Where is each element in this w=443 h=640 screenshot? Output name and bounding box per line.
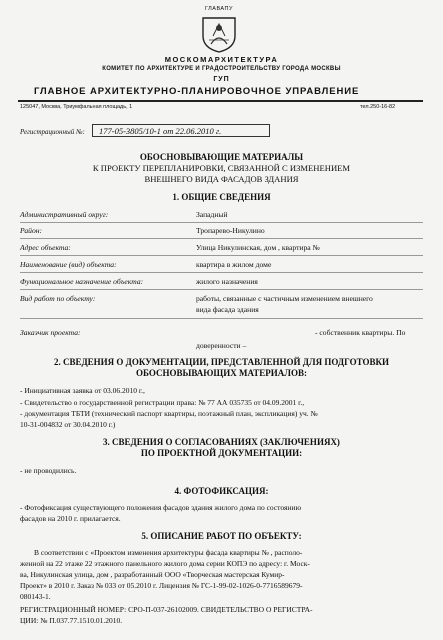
customer-value-cont: доверенности –	[196, 341, 247, 350]
coat-of-arms-emblem-icon	[199, 14, 239, 54]
section3-text: - не проводились.	[20, 466, 77, 475]
section5-text-line: ва, Никулинская улица, дом , разработанный ООО «Творческая мастерская Кумир-	[20, 570, 285, 579]
section4-text-line2: фасадов на 2010 г. прилагается.	[20, 514, 121, 523]
row-object-type-label: Наименование (вид) объекта:	[20, 260, 117, 269]
row-district-label: Административный округ:	[20, 210, 109, 219]
registration-label: Регистрационный №:	[20, 128, 85, 136]
section5-heading: 5. ОПИСАНИЕ РАБОТ ПО ОБЪЕКТУ:	[141, 531, 302, 541]
section5-text-line: РЕГИСТРАЦИОННЫЙ НОМЕР: СРО-П-037-26102009. СВИДЕТЕЛЬСТВО О РЕГИСТРА-	[20, 605, 313, 614]
doc-title-line3: ВНЕШНЕГО ВИДА ФАСАДОВ ЗДАНИЯ	[144, 174, 299, 184]
row-divider	[20, 272, 423, 273]
row-divider	[20, 289, 423, 290]
section5-text-line: ЦИИ: № П.037.77.1510.01.2010.	[20, 616, 123, 625]
doc-list-item: 10-31-004832 от 30.04.2010 г.)	[20, 420, 116, 429]
org-name-line4: ГЛАВНОЕ АРХИТЕКТУРНО-ПЛАНИРОВОЧНОЕ УПРАВЛЕНИЕ	[34, 86, 360, 97]
section3-heading-line2: ПО ПРОЕКТНОЙ ДОКУМЕНТАЦИИ:	[140, 448, 303, 458]
row-work-type-value-cont: вида фасада здания	[196, 305, 259, 314]
row-divider	[20, 238, 423, 239]
section2-heading-line2: ОБОСНОВЫВАЮЩИХ МАТЕРИАЛОВ:	[136, 368, 307, 378]
doc-list-item: - Свидетельство о государственной регистрации права: № 77 АА 035735 от 04.09.2001 г.,	[20, 398, 305, 407]
org-name-line2: КОМИТЕТ ПО АРХИТЕКТУРЕ И ГРАДОСТРОИТЕЛЬСТВУ ГОРОДА МОСКВЫ	[102, 66, 341, 72]
row-area-value: Тропарево-Никулино	[196, 226, 265, 235]
registration-number-box	[92, 124, 270, 137]
section5-text-line: Проект» в 2010 г. Заказ № 033 от 05.2010 г. Лицензия № ГС-1-99-02-1026-0-7716589679-	[20, 581, 303, 590]
row-area-label: Район:	[20, 226, 43, 235]
row-object-type-value: квартира в жилом доме	[196, 260, 272, 269]
section4-heading: 4. ФОТОФИКСАЦИЯ:	[174, 486, 269, 496]
org-phone: тел.250-16-82	[360, 104, 396, 110]
row-work-type-value: работы, связанные с частичным изменением внешнего	[196, 294, 373, 303]
registration-number: 177-05-3805/10-1 от 22.06.2010 г.	[99, 126, 222, 136]
row-divider	[20, 255, 423, 256]
customer-label: Заказчик проекта:	[20, 328, 81, 337]
emblem-caption: ГЛАВАПУ	[205, 6, 233, 12]
row-divider	[20, 318, 423, 319]
doc-list-item: - Инициативная заявка от 03.06.2010 г.,	[20, 386, 145, 395]
doc-list-item: - документация ТБТИ (технический паспорт квартиры, поэтажный план, экспликация) уч. №	[20, 409, 318, 418]
row-purpose-label: Функциональное назначение объекта:	[20, 277, 144, 286]
row-work-type-label: Вид работ по объекту:	[20, 294, 96, 303]
section2-heading-line1: 2. СВЕДЕНИЯ О ДОКУМЕНТАЦИИ, ПРЕДСТАВЛЕННОЙ ДЛЯ ПОДГОТОВКИ	[53, 357, 390, 367]
row-district-value: Западный	[196, 210, 228, 219]
section5-text-line: женной на 22 этаже 22 этажного панельного жилого дома серии КОПЭ по адресу: г. Моск-	[20, 559, 310, 568]
org-address: 125047, Москва, Триумфальная площадь, 1	[20, 104, 133, 110]
row-purpose-value: жилого назначения	[196, 277, 258, 286]
doc-title-line1: ОБОСНОВЫВАЮЩИЕ МАТЕРИАЛЫ	[139, 152, 304, 162]
header-divider	[18, 100, 423, 102]
section5-text-line: 080143-1.	[20, 592, 51, 601]
doc-title-line2: К ПРОЕКТУ ПЕРЕПЛАНИРОВКИ, СВЯЗАННОЙ С ИЗМЕНЕНИЕМ	[92, 163, 351, 173]
org-name-line3: ГУП	[213, 76, 230, 83]
section4-text-line1: - Фотофиксация существующего положения фасадов здания жилого дома по состоянию	[20, 503, 302, 512]
row-address-value: Улица Никулинская, дом , квартира №	[196, 243, 320, 252]
section3-heading-line1: 3. СВЕДЕНИЯ О СОГЛАСОВАНИЯХ (ЗАКЛЮЧЕНИЯХ)	[103, 437, 340, 447]
customer-value: - собственник квартиры. По	[315, 328, 406, 337]
row-divider	[20, 222, 423, 223]
row-address-label: Адрес объекта:	[20, 243, 71, 252]
section1-heading: 1. ОБЩИЕ СВЕДЕНИЯ	[172, 192, 271, 202]
section5-text-line: В соответствии с «Проектом изменения архитектуры фасада квартиры № , располо-	[34, 548, 303, 557]
letterhead	[0, 0, 443, 110]
org-name-line1: МОСКОМАРХИТЕКТУРА	[164, 55, 279, 64]
